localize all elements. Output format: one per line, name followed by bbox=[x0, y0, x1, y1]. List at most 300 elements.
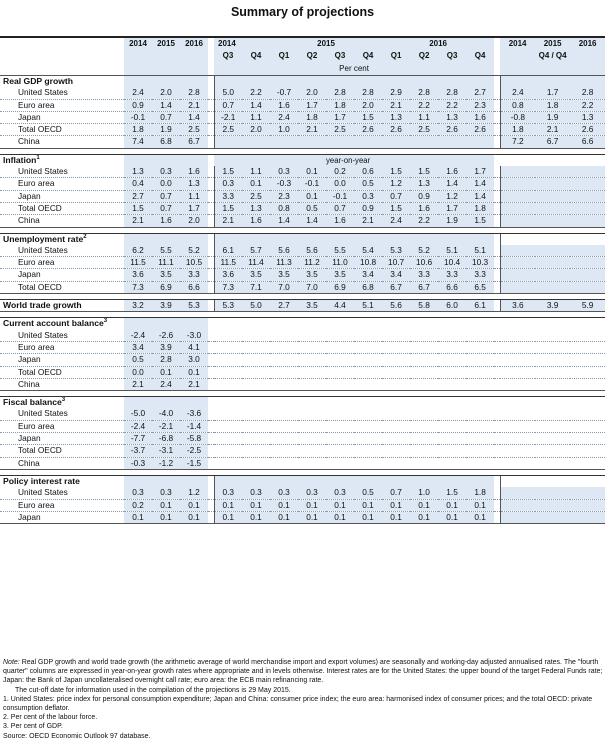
empty-cell bbox=[270, 354, 298, 366]
q4-value bbox=[500, 215, 535, 227]
section-title-text: Fiscal balance bbox=[3, 397, 62, 408]
quarterly-value: 0.3 bbox=[354, 190, 382, 202]
empty-cell bbox=[535, 330, 570, 342]
quarterly-value: 1.5 bbox=[410, 166, 438, 178]
empty-cell bbox=[214, 433, 242, 445]
annual-value: -4.0 bbox=[152, 408, 180, 420]
empty-cell bbox=[570, 354, 605, 366]
quarter-blank bbox=[214, 233, 242, 245]
annual-value: 6.6 bbox=[180, 281, 208, 293]
row-label: Japan bbox=[0, 269, 124, 281]
empty-cell bbox=[382, 433, 410, 445]
quarterly-value: 2.6 bbox=[354, 124, 382, 136]
annual-value: 1.2 bbox=[180, 487, 208, 499]
quarterly-value: 2.4 bbox=[270, 111, 298, 123]
quarterly-value: 5.8 bbox=[410, 300, 438, 312]
quarterly-value: 6.5 bbox=[466, 281, 494, 293]
annual-value: -3.0 bbox=[180, 330, 208, 342]
empty-cell bbox=[466, 341, 494, 353]
q4-blank bbox=[570, 233, 605, 245]
empty-cell bbox=[410, 397, 438, 409]
data-row bbox=[0, 136, 605, 148]
quarterly-value: 5.6 bbox=[270, 245, 298, 257]
empty-cell bbox=[466, 445, 494, 457]
q4-value: 7.2 bbox=[500, 136, 535, 148]
section-title-text: Unemployment rate bbox=[3, 233, 84, 244]
quarterly-value: 1.3 bbox=[242, 202, 270, 214]
annual-value: 2.5 bbox=[180, 124, 208, 136]
quarterly-value: 1.7 bbox=[298, 99, 326, 111]
quarterly-value: 2.9 bbox=[382, 87, 410, 99]
section-title-text: Inflation bbox=[3, 154, 37, 165]
quarterly-value: 0.3 bbox=[270, 487, 298, 499]
row-label: Euro area bbox=[0, 257, 124, 269]
q4-value bbox=[500, 487, 535, 499]
quarterly-value: 1.0 bbox=[270, 124, 298, 136]
row-label: Euro area bbox=[0, 499, 124, 511]
empty-cell bbox=[382, 366, 410, 378]
annual-value: 3.2 bbox=[124, 300, 152, 312]
q4-value bbox=[500, 245, 535, 257]
quarterly-value: 0.2 bbox=[326, 166, 354, 178]
empty-cell bbox=[570, 445, 605, 457]
quarterly-value: 3.4 bbox=[354, 269, 382, 281]
data-row bbox=[0, 166, 605, 178]
empty-cell bbox=[570, 408, 605, 420]
annual-blank bbox=[180, 76, 208, 88]
quarterly-value: 5.1 bbox=[466, 245, 494, 257]
quarter-blank bbox=[466, 76, 494, 88]
annual-value: 6.7 bbox=[180, 136, 208, 148]
empty-cell bbox=[570, 341, 605, 353]
q4-blank bbox=[500, 233, 535, 245]
empty-cell bbox=[382, 420, 410, 432]
empty-cell bbox=[382, 354, 410, 366]
quarterly-value: 7.0 bbox=[298, 281, 326, 293]
annual-value: 0.1 bbox=[180, 499, 208, 511]
quarterly-value: 5.0 bbox=[214, 87, 242, 99]
row-label: China bbox=[0, 136, 124, 148]
annual-value: -0.1 bbox=[124, 111, 152, 123]
empty-cell bbox=[242, 354, 270, 366]
quarterly-value bbox=[410, 136, 438, 148]
annual-value: 6.9 bbox=[152, 281, 180, 293]
quarter-blank bbox=[466, 233, 494, 245]
quarterly-value bbox=[326, 136, 354, 148]
row-label: United States bbox=[0, 487, 124, 499]
quarterly-value: 3.6 bbox=[214, 269, 242, 281]
row-label: China bbox=[0, 378, 124, 390]
row-label: Euro area bbox=[0, 341, 124, 353]
empty-cell bbox=[466, 433, 494, 445]
annual-blank bbox=[152, 397, 180, 409]
empty-cell bbox=[410, 457, 438, 469]
annual-value: -5.0 bbox=[124, 408, 152, 420]
empty-cell bbox=[298, 397, 326, 409]
empty-cell bbox=[466, 397, 494, 409]
quarter-blank bbox=[326, 475, 354, 487]
quarterly-value: 0.9 bbox=[354, 202, 382, 214]
quarter-blank bbox=[242, 76, 270, 88]
empty-cell bbox=[354, 408, 382, 420]
quarterly-value: 2.0 bbox=[298, 87, 326, 99]
empty-cell bbox=[535, 318, 570, 330]
annual-value: 1.1 bbox=[180, 190, 208, 202]
annual-value: 0.1 bbox=[180, 366, 208, 378]
row-label: China bbox=[0, 215, 124, 227]
quarterly-value: 3.3 bbox=[466, 269, 494, 281]
empty-cell bbox=[326, 420, 354, 432]
empty-cell bbox=[326, 366, 354, 378]
annual-value: 1.8 bbox=[124, 124, 152, 136]
row-label: Total OECD bbox=[0, 366, 124, 378]
data-row bbox=[0, 87, 605, 99]
quarterly-value: 6.7 bbox=[382, 281, 410, 293]
quarterly-value: 0.7 bbox=[214, 99, 242, 111]
q4-blank bbox=[570, 475, 605, 487]
empty-cell bbox=[410, 445, 438, 457]
empty-cell bbox=[326, 354, 354, 366]
quarterly-value: 1.5 bbox=[382, 202, 410, 214]
quarterly-value bbox=[466, 136, 494, 148]
quarterly-value: 0.3 bbox=[326, 487, 354, 499]
quarterly-value bbox=[270, 136, 298, 148]
q4-value bbox=[500, 178, 535, 190]
unit-row bbox=[0, 62, 605, 76]
quarterly-value: 1.6 bbox=[438, 166, 466, 178]
header-blank bbox=[500, 62, 605, 76]
data-row bbox=[0, 487, 605, 499]
empty-cell bbox=[270, 318, 298, 330]
quarterly-value: 2.2 bbox=[410, 215, 438, 227]
quarter-blank bbox=[354, 76, 382, 88]
empty-cell bbox=[466, 420, 494, 432]
annual-value: 6.8 bbox=[152, 136, 180, 148]
quarter-blank bbox=[214, 475, 242, 487]
annual-value: 0.1 bbox=[180, 511, 208, 523]
empty-cell bbox=[410, 378, 438, 390]
annual-value: 0.0 bbox=[152, 178, 180, 190]
q4-value: 1.9 bbox=[535, 111, 570, 123]
quarterly-value: -2.1 bbox=[214, 111, 242, 123]
annual-value: 5.5 bbox=[152, 245, 180, 257]
annual-value: -1.2 bbox=[152, 457, 180, 469]
quarterly-value: 0.7 bbox=[382, 190, 410, 202]
empty-cell bbox=[535, 457, 570, 469]
empty-cell bbox=[270, 366, 298, 378]
empty-cell bbox=[326, 318, 354, 330]
annual-value: 2.1 bbox=[124, 215, 152, 227]
q4-value bbox=[500, 190, 535, 202]
empty-cell bbox=[242, 408, 270, 420]
empty-cell bbox=[298, 318, 326, 330]
empty-cell bbox=[570, 378, 605, 390]
quarterly-value: 1.5 bbox=[466, 215, 494, 227]
quarterly-value: 2.3 bbox=[270, 190, 298, 202]
empty-cell bbox=[270, 420, 298, 432]
q4-value bbox=[500, 202, 535, 214]
empty-cell bbox=[410, 420, 438, 432]
empty-cell bbox=[382, 318, 410, 330]
row-label: China bbox=[0, 457, 124, 469]
q4-value bbox=[500, 281, 535, 293]
quarterly-value: 1.6 bbox=[270, 99, 298, 111]
quarterly-value: 0.9 bbox=[410, 190, 438, 202]
q4-value bbox=[535, 487, 570, 499]
row-label: United States bbox=[0, 245, 124, 257]
quarterly-value: 0.1 bbox=[382, 499, 410, 511]
quarterly-value: 2.8 bbox=[326, 87, 354, 99]
annual-value: -1.5 bbox=[180, 457, 208, 469]
empty-cell bbox=[438, 330, 466, 342]
empty-cell bbox=[326, 457, 354, 469]
row-label: Euro area bbox=[0, 420, 124, 432]
section-title bbox=[0, 397, 124, 409]
header-blank bbox=[0, 50, 124, 62]
quarterly-value: 2.7 bbox=[270, 300, 298, 312]
quarterly-value: 1.6 bbox=[466, 111, 494, 123]
q4-blank bbox=[500, 76, 535, 88]
quarterly-value: 5.3 bbox=[382, 245, 410, 257]
quarterly-value: -0.7 bbox=[270, 87, 298, 99]
empty-cell bbox=[242, 397, 270, 409]
quarterly-value: 0.1 bbox=[354, 511, 382, 523]
quarterly-value: -0.3 bbox=[270, 178, 298, 190]
annual-value: 0.3 bbox=[152, 487, 180, 499]
annual-value: 1.4 bbox=[180, 111, 208, 123]
q4-value bbox=[535, 511, 570, 523]
data-row bbox=[0, 257, 605, 269]
empty-cell bbox=[270, 341, 298, 353]
annual-value: 0.7 bbox=[152, 202, 180, 214]
quarterly-value: 1.8 bbox=[326, 99, 354, 111]
annual-value: -2.4 bbox=[124, 420, 152, 432]
section-title-row bbox=[0, 318, 605, 330]
quarterly-value: 0.3 bbox=[214, 178, 242, 190]
quarterly-value: 2.2 bbox=[438, 99, 466, 111]
empty-cell bbox=[438, 408, 466, 420]
quarterly-value: 1.5 bbox=[354, 111, 382, 123]
section-row-world-trade bbox=[0, 300, 605, 312]
empty-cell bbox=[298, 457, 326, 469]
q4-value bbox=[570, 511, 605, 523]
quarterly-value: 6.9 bbox=[326, 281, 354, 293]
quarterly-value: 3.3 bbox=[410, 269, 438, 281]
quarter-blank bbox=[410, 76, 438, 88]
quarter-blank bbox=[298, 475, 326, 487]
q4-value: 2.4 bbox=[500, 87, 535, 99]
empty-cell bbox=[326, 445, 354, 457]
quarterly-value: 5.1 bbox=[354, 300, 382, 312]
section-title-text: Current account balance bbox=[3, 318, 104, 329]
empty-cell bbox=[298, 420, 326, 432]
quarterly-value: 0.3 bbox=[214, 487, 242, 499]
quarterly-value: 2.6 bbox=[466, 124, 494, 136]
quarterly-value: 1.1 bbox=[410, 111, 438, 123]
quarterly-value: 0.7 bbox=[382, 487, 410, 499]
empty-cell bbox=[570, 366, 605, 378]
quarter-blank bbox=[326, 233, 354, 245]
q4-value bbox=[500, 511, 535, 523]
section-title bbox=[0, 233, 124, 245]
empty-cell bbox=[298, 341, 326, 353]
data-row bbox=[0, 269, 605, 281]
quarter-blank bbox=[466, 475, 494, 487]
quarterly-value: 2.5 bbox=[242, 190, 270, 202]
notes-block bbox=[3, 658, 603, 741]
empty-cell bbox=[382, 397, 410, 409]
quarter-blank bbox=[298, 76, 326, 88]
annual-value: 0.3 bbox=[124, 487, 152, 499]
empty-cell bbox=[242, 330, 270, 342]
empty-cell bbox=[570, 318, 605, 330]
empty-cell bbox=[438, 318, 466, 330]
annual-value: -2.4 bbox=[124, 330, 152, 342]
quarterly-value: 2.1 bbox=[214, 215, 242, 227]
quarterly-value: 4.4 bbox=[326, 300, 354, 312]
empty-cell bbox=[354, 341, 382, 353]
annual-blank bbox=[152, 76, 180, 88]
annual-blank bbox=[180, 233, 208, 245]
footnote-2: 2. Per cent of the labour force. bbox=[3, 714, 98, 722]
row-label: Total OECD bbox=[0, 281, 124, 293]
data-row bbox=[0, 457, 605, 469]
empty-cell bbox=[326, 408, 354, 420]
empty-cell bbox=[298, 354, 326, 366]
empty-cell bbox=[270, 397, 298, 409]
empty-cell bbox=[298, 445, 326, 457]
cutoff-note: The cut-off date for information used in the compilation of the projections is 29 May 2015. bbox=[15, 686, 291, 694]
empty-cell bbox=[214, 397, 242, 409]
annual-value: -1.4 bbox=[180, 420, 208, 432]
row-label: Japan bbox=[0, 511, 124, 523]
q4-label: Q4 / Q4 bbox=[500, 50, 605, 62]
data-row bbox=[0, 202, 605, 214]
empty-cell bbox=[214, 457, 242, 469]
empty-cell bbox=[500, 408, 535, 420]
row-label: United States bbox=[0, 87, 124, 99]
quarterly-value: 5.7 bbox=[242, 245, 270, 257]
row-label: United States bbox=[0, 166, 124, 178]
q4-value bbox=[535, 269, 570, 281]
empty-cell bbox=[298, 366, 326, 378]
header-years-row bbox=[0, 37, 605, 50]
annual-blank bbox=[152, 318, 180, 330]
empty-cell bbox=[500, 366, 535, 378]
header-quarters-row bbox=[0, 50, 605, 62]
note-paragraph bbox=[3, 658, 603, 686]
quarterly-value: 5.6 bbox=[382, 300, 410, 312]
q4-value bbox=[535, 202, 570, 214]
empty-cell bbox=[438, 445, 466, 457]
quarter-header: Q1 bbox=[382, 50, 410, 62]
quarterly-value: 10.4 bbox=[438, 257, 466, 269]
data-row bbox=[0, 511, 605, 523]
empty-cell bbox=[535, 433, 570, 445]
quarter-year-header: 2015 bbox=[270, 37, 382, 50]
quarterly-value: 2.3 bbox=[466, 99, 494, 111]
empty-cell bbox=[270, 408, 298, 420]
header-blank bbox=[124, 62, 152, 76]
q4-blank bbox=[535, 76, 570, 88]
quarterly-value bbox=[382, 136, 410, 148]
quarterly-value: 2.2 bbox=[410, 99, 438, 111]
data-row bbox=[0, 124, 605, 136]
quarterly-value: 0.1 bbox=[270, 499, 298, 511]
annual-value: 0.5 bbox=[124, 354, 152, 366]
quarterly-value: 1.3 bbox=[438, 111, 466, 123]
quarterly-value: 2.0 bbox=[354, 99, 382, 111]
quarterly-value: 0.1 bbox=[214, 511, 242, 523]
annual-value: 0.7 bbox=[152, 111, 180, 123]
quarterly-value: 11.4 bbox=[242, 257, 270, 269]
q4-value: 3.6 bbox=[500, 300, 535, 312]
header-blank bbox=[0, 62, 124, 76]
q4-value bbox=[570, 202, 605, 214]
quarterly-value: 11.2 bbox=[298, 257, 326, 269]
empty-cell bbox=[438, 354, 466, 366]
annual-value: 0.9 bbox=[124, 99, 152, 111]
annual-value: 2.1 bbox=[124, 378, 152, 390]
q4-value: 2.1 bbox=[535, 124, 570, 136]
quarter-blank bbox=[382, 475, 410, 487]
quarterly-value: 0.5 bbox=[354, 178, 382, 190]
empty-cell bbox=[326, 341, 354, 353]
quarterly-value: 5.0 bbox=[242, 300, 270, 312]
data-row bbox=[0, 354, 605, 366]
quarter-blank bbox=[438, 233, 466, 245]
q4-value bbox=[535, 499, 570, 511]
annual-value: 0.7 bbox=[152, 190, 180, 202]
annual-value: 1.5 bbox=[124, 202, 152, 214]
empty-cell bbox=[214, 318, 242, 330]
quarter-blank bbox=[214, 76, 242, 88]
q4-year-header: 2015 bbox=[535, 37, 570, 50]
q4-value bbox=[535, 178, 570, 190]
empty-cell bbox=[382, 445, 410, 457]
annual-blank bbox=[124, 76, 152, 88]
annual-value: 0.0 bbox=[124, 366, 152, 378]
quarterly-value: 1.5 bbox=[382, 166, 410, 178]
empty-cell bbox=[438, 378, 466, 390]
row-label: United States bbox=[0, 408, 124, 420]
q4-value bbox=[570, 215, 605, 227]
empty-cell bbox=[354, 378, 382, 390]
annual-value: 1.7 bbox=[180, 202, 208, 214]
q4-value bbox=[570, 178, 605, 190]
empty-cell bbox=[354, 457, 382, 469]
annual-value: 3.9 bbox=[152, 341, 180, 353]
empty-cell bbox=[438, 397, 466, 409]
annual-value: 3.5 bbox=[152, 269, 180, 281]
annual-value: -0.3 bbox=[124, 457, 152, 469]
quarterly-value: 3.5 bbox=[298, 269, 326, 281]
quarterly-value: 3.5 bbox=[242, 269, 270, 281]
source-note: Source: OECD Economic Outlook 97 database. bbox=[3, 732, 151, 740]
annual-blank bbox=[124, 233, 152, 245]
empty-cell bbox=[500, 154, 535, 166]
section-title-row bbox=[0, 475, 605, 487]
annual-year-header: 2015 bbox=[152, 37, 180, 50]
annual-value: 2.1 bbox=[180, 378, 208, 390]
data-row bbox=[0, 281, 605, 293]
empty-cell bbox=[410, 433, 438, 445]
row-label: Total OECD bbox=[0, 445, 124, 457]
annual-value: 0.1 bbox=[152, 511, 180, 523]
quarterly-value: 0.1 bbox=[326, 499, 354, 511]
annual-value: 0.2 bbox=[124, 499, 152, 511]
quarter-blank bbox=[270, 76, 298, 88]
